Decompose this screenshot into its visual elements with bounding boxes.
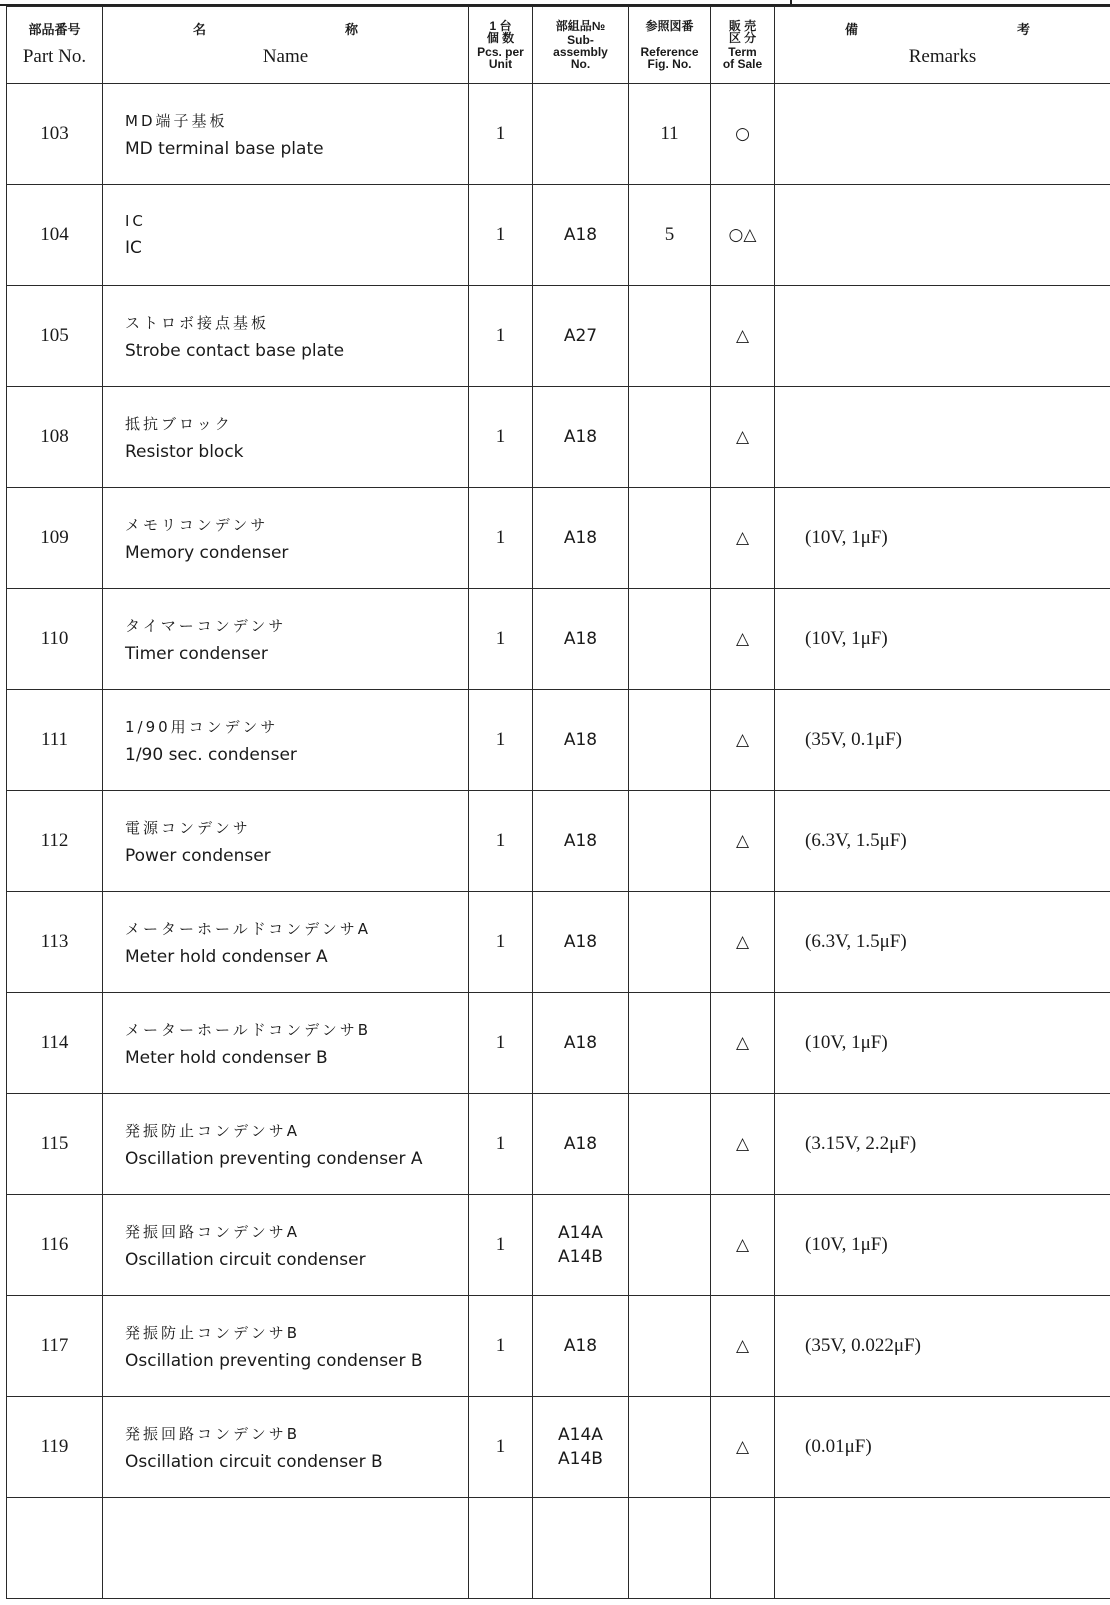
- part-name: [103, 387, 469, 488]
- reference-fig-no: [629, 791, 711, 892]
- header-row: [7, 7, 1110, 84]
- part-name-en: 1/90 sec. condenser: [125, 744, 297, 765]
- header-sub-en: Sub- assembly No.: [553, 33, 608, 71]
- part-name: [103, 690, 469, 791]
- part-name-en: Oscillation preventing condenser B: [125, 1350, 423, 1371]
- part-name-jp: 発振防止コンデンサA: [125, 1121, 300, 1140]
- header-remarks: [775, 7, 1110, 84]
- parts-table: [6, 6, 1110, 1599]
- sub-assembly-no: A18: [533, 791, 629, 892]
- header-reference-fig: [629, 7, 711, 84]
- part-name: [103, 1397, 469, 1498]
- header-pcs-jp: 1 台 個 数: [486, 19, 515, 45]
- header-remarks-en: Remarks: [908, 46, 977, 67]
- header-name-jp-1: 名: [193, 23, 207, 38]
- header-pcs-en: Pcs. per Unit: [477, 45, 524, 71]
- part-number: 103: [7, 84, 103, 185]
- header-pcs-per-unit: [469, 7, 533, 84]
- part-name-en: Meter hold condenser A: [125, 946, 328, 967]
- table-row: [7, 791, 1110, 892]
- sub-assembly-no: [533, 84, 629, 185]
- table-row: [7, 993, 1110, 1094]
- part-name: [103, 185, 469, 286]
- pcs-per-unit: 1: [469, 791, 533, 892]
- pcs-per-unit: 1: [469, 488, 533, 589]
- header-part-no-en: Part No.: [22, 46, 87, 67]
- part-name-en: Oscillation circuit condenser: [125, 1249, 366, 1270]
- part-name: [103, 488, 469, 589]
- part-name: [103, 1094, 469, 1195]
- parts-table-body: [7, 84, 1110, 1599]
- remarks: (10V, 1μF): [775, 589, 1110, 690]
- part-name-jp: 発振回路コンデンサB: [125, 1424, 300, 1443]
- part-name-en: IC: [125, 238, 142, 258]
- part-number: 109: [7, 488, 103, 589]
- table-row: [7, 185, 1110, 286]
- header-remarks-jp-1: 備: [845, 23, 859, 38]
- remarks: [775, 286, 1110, 387]
- empty-table-row: [7, 1498, 1110, 1599]
- sub-assembly-no: A18: [533, 993, 629, 1094]
- part-number: 116: [7, 1195, 103, 1296]
- header-name-en: Name: [262, 46, 309, 67]
- term-of-sale: △: [711, 1094, 775, 1195]
- remarks: (35V, 0.022μF): [775, 1296, 1110, 1397]
- part-number: 112: [7, 791, 103, 892]
- header-sub-jp: 部組品№: [555, 19, 606, 33]
- part-number: 105: [7, 286, 103, 387]
- pcs-per-unit: 1: [469, 84, 533, 185]
- sub-assembly-no: A18: [533, 1296, 629, 1397]
- part-name-jp: 抵抗ブロック: [125, 414, 233, 433]
- part-number: 114: [7, 993, 103, 1094]
- header-fig-en: Reference Fig. No.: [640, 45, 699, 71]
- pcs-per-unit: 1: [469, 1397, 533, 1498]
- part-name-en: Memory condenser: [125, 542, 289, 563]
- part-name-en: Resistor block: [125, 441, 244, 462]
- pcs-per-unit: 1: [469, 185, 533, 286]
- part-number: 110: [7, 589, 103, 690]
- reference-fig-no: [629, 1195, 711, 1296]
- reference-fig-no: [629, 286, 711, 387]
- term-of-sale: △: [711, 387, 775, 488]
- remarks: [775, 185, 1110, 286]
- sub-assembly-no: A18: [533, 488, 629, 589]
- remarks: (10V, 1μF): [775, 993, 1110, 1094]
- table-row: [7, 1296, 1110, 1397]
- part-name: [103, 892, 469, 993]
- reference-fig-no: 11: [629, 84, 711, 185]
- term-of-sale: △: [711, 286, 775, 387]
- term-of-sale: △: [711, 488, 775, 589]
- part-name-en: Power condenser: [125, 845, 271, 866]
- term-of-sale: ○△: [711, 185, 775, 286]
- remarks: (0.01μF): [775, 1397, 1110, 1498]
- pcs-per-unit: 1: [469, 892, 533, 993]
- remarks: (35V, 0.1μF): [775, 690, 1110, 791]
- table-row: [7, 892, 1110, 993]
- reference-fig-no: [629, 1296, 711, 1397]
- remarks: (6.3V, 1.5μF): [775, 791, 1110, 892]
- reference-fig-no: [629, 488, 711, 589]
- header-sub-assembly: [533, 7, 629, 84]
- part-number: 115: [7, 1094, 103, 1195]
- reference-fig-no: [629, 589, 711, 690]
- sub-assembly-no: A18: [533, 892, 629, 993]
- part-name-jp: 発振回路コンデンサA: [125, 1222, 300, 1241]
- pcs-per-unit: 1: [469, 589, 533, 690]
- pcs-per-unit: 1: [469, 286, 533, 387]
- part-name-en: Strobe contact base plate: [125, 340, 345, 361]
- sub-assembly-no: A18: [533, 690, 629, 791]
- sub-assembly-no: A18: [533, 1094, 629, 1195]
- part-name-jp: 発振防止コンデンサB: [125, 1323, 300, 1342]
- remarks: [775, 387, 1110, 488]
- part-name-en: MD terminal base plate: [125, 138, 324, 159]
- remarks: [775, 84, 1110, 185]
- term-of-sale: △: [711, 1296, 775, 1397]
- reference-fig-no: [629, 993, 711, 1094]
- remarks: (10V, 1μF): [775, 1195, 1110, 1296]
- pcs-per-unit: 1: [469, 1094, 533, 1195]
- sub-assembly-no: A14A A14B: [533, 1397, 629, 1498]
- reference-fig-no: [629, 690, 711, 791]
- part-name: [103, 589, 469, 690]
- reference-fig-no: 5: [629, 185, 711, 286]
- part-name: [103, 1195, 469, 1296]
- header-fig-jp: 参照図番: [645, 19, 694, 33]
- reference-fig-no: [629, 1397, 711, 1498]
- part-number: 111: [7, 690, 103, 791]
- part-name-en: Oscillation circuit condenser B: [125, 1451, 383, 1472]
- header-term-jp: 販 売 区 分: [728, 19, 757, 45]
- term-of-sale: △: [711, 892, 775, 993]
- sub-assembly-no: A27: [533, 286, 629, 387]
- sub-assembly-no: A18: [533, 185, 629, 286]
- part-name: [103, 1296, 469, 1397]
- part-name-jp: タイマーコンデンサ: [125, 616, 287, 635]
- part-name: [103, 286, 469, 387]
- table-row: [7, 286, 1110, 387]
- header-name: [103, 7, 469, 84]
- table-row: [7, 1397, 1110, 1498]
- pcs-per-unit: 1: [469, 993, 533, 1094]
- header-term-en: Term of Sale: [722, 45, 763, 71]
- sub-assembly-no: A18: [533, 387, 629, 488]
- header-part-no: [7, 7, 103, 84]
- part-name-jp: ストロボ接点基板: [125, 313, 270, 332]
- table-row: [7, 589, 1110, 690]
- remarks: (6.3V, 1.5μF): [775, 892, 1110, 993]
- sub-assembly-no: A18: [533, 589, 629, 690]
- part-number: 119: [7, 1397, 103, 1498]
- term-of-sale: △: [711, 1397, 775, 1498]
- part-name-en: Timer condenser: [125, 643, 268, 664]
- table-row: [7, 690, 1110, 791]
- table-row: [7, 488, 1110, 589]
- part-number: 113: [7, 892, 103, 993]
- term-of-sale: ○: [711, 84, 775, 185]
- part-number: 108: [7, 387, 103, 488]
- table-row: [7, 387, 1110, 488]
- remarks: (10V, 1μF): [775, 488, 1110, 589]
- sub-assembly-no: A14A A14B: [533, 1195, 629, 1296]
- term-of-sale: △: [711, 791, 775, 892]
- part-number: 117: [7, 1296, 103, 1397]
- part-number: 104: [7, 185, 103, 286]
- header-remarks-jp-2: 考: [1016, 23, 1030, 38]
- part-name-en: Oscillation preventing condenser A: [125, 1148, 423, 1169]
- reference-fig-no: [629, 387, 711, 488]
- pcs-per-unit: 1: [469, 387, 533, 488]
- reference-fig-no: [629, 1094, 711, 1195]
- part-name-jp: メーターホールドコンデンサB: [125, 1020, 372, 1039]
- pcs-per-unit: 1: [469, 690, 533, 791]
- term-of-sale: △: [711, 690, 775, 791]
- reference-fig-no: [629, 892, 711, 993]
- part-name-jp: IC: [125, 212, 146, 230]
- part-name-jp: メモリコンデンサ: [125, 515, 269, 534]
- header-term-of-sale: [711, 7, 775, 84]
- part-name-jp: 電源コンデンサ: [125, 818, 251, 837]
- table-row: [7, 1094, 1110, 1195]
- table-row: [7, 84, 1110, 185]
- term-of-sale: △: [711, 589, 775, 690]
- part-name-jp: メーターホールドコンデンサA: [125, 919, 372, 938]
- remarks: (3.15V, 2.2μF): [775, 1094, 1110, 1195]
- part-name: [103, 791, 469, 892]
- header-part-no-jp: 部品番号: [28, 23, 81, 38]
- part-name-en: Meter hold condenser B: [125, 1047, 328, 1068]
- pcs-per-unit: 1: [469, 1195, 533, 1296]
- part-name: [103, 84, 469, 185]
- term-of-sale: △: [711, 993, 775, 1094]
- header-name-jp-2: 称: [344, 23, 358, 38]
- pcs-per-unit: 1: [469, 1296, 533, 1397]
- term-of-sale: △: [711, 1195, 775, 1296]
- part-name-jp: MD端子基板: [125, 111, 228, 130]
- part-name-jp: 1/90用コンデンサ: [125, 717, 279, 736]
- part-name: [103, 993, 469, 1094]
- table-row: [7, 1195, 1110, 1296]
